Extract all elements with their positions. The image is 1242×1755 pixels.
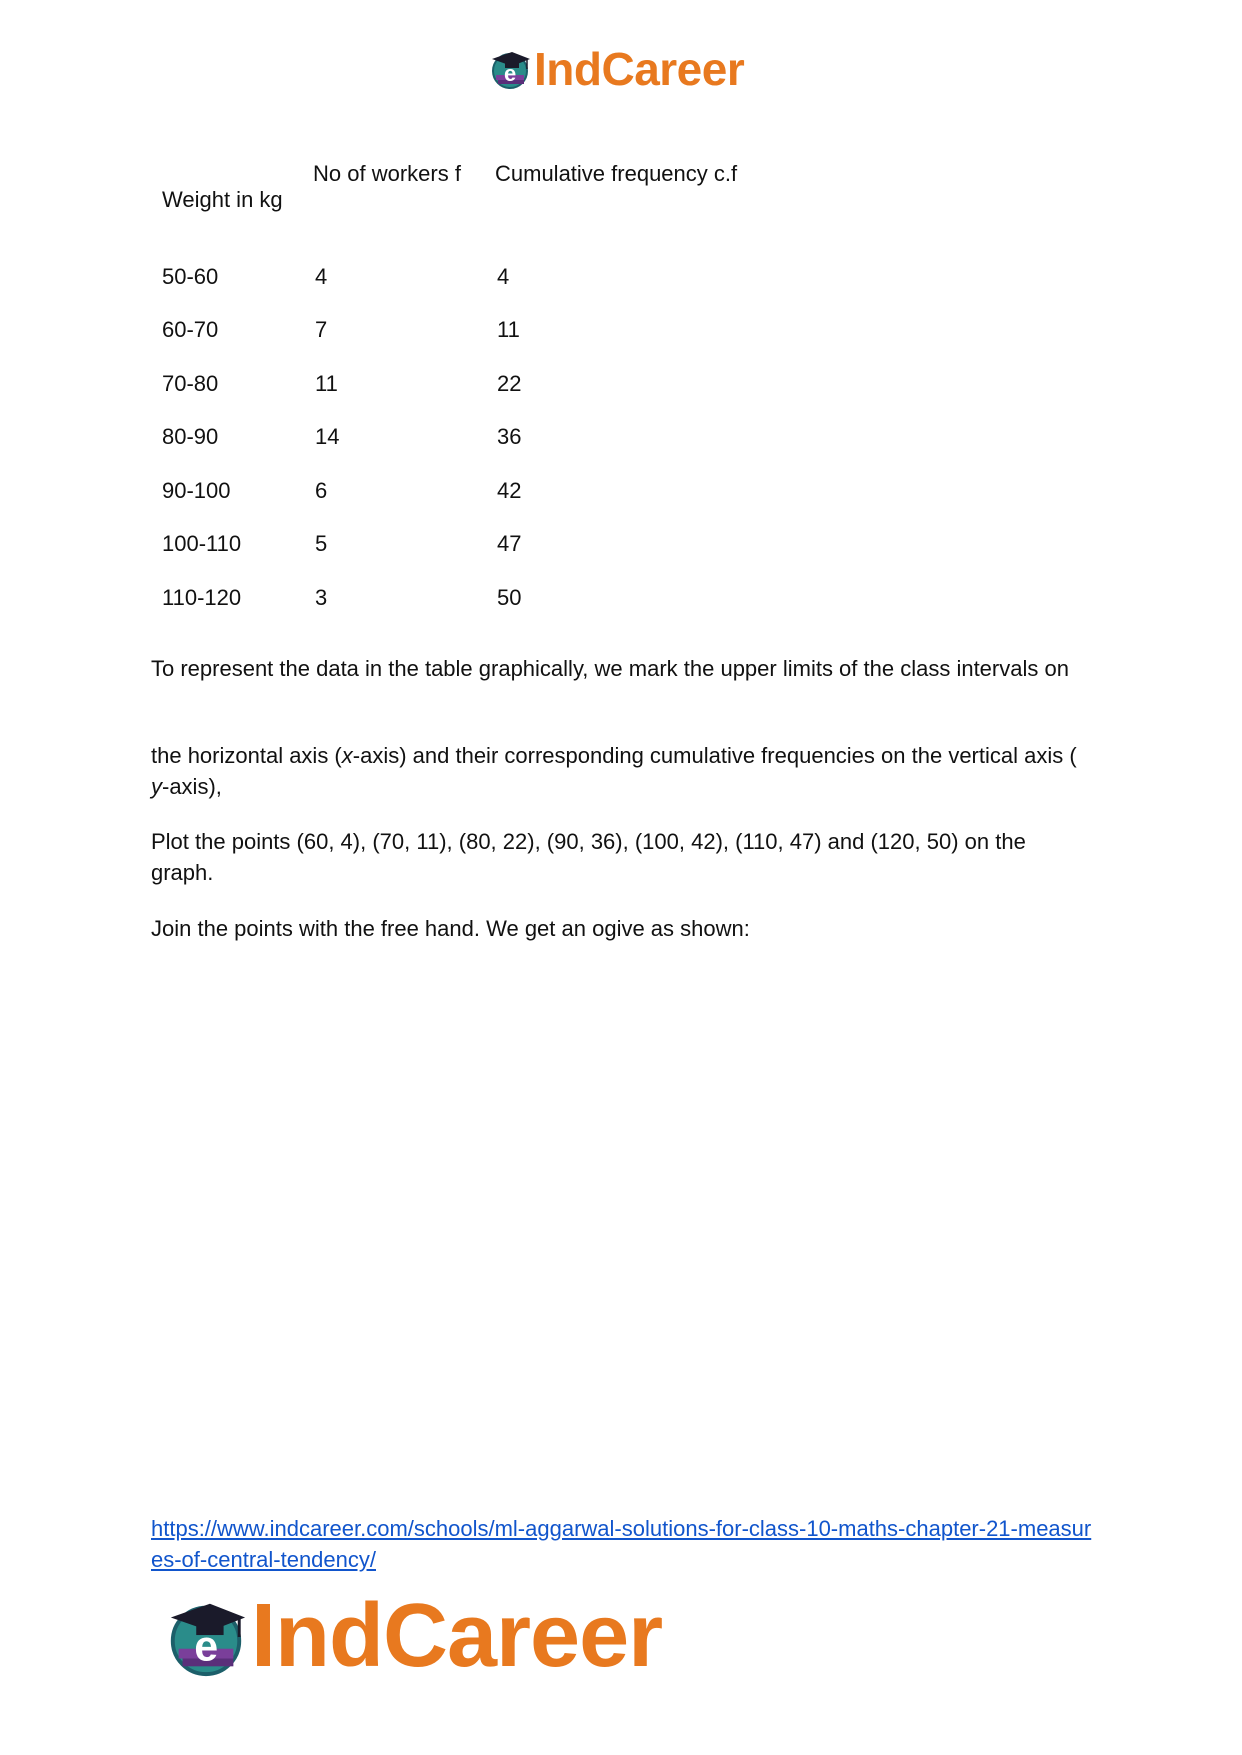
paragraph-italic: x [341, 743, 353, 768]
table-cell: 6 [315, 478, 328, 503]
paragraph-text: -axis), [162, 774, 222, 799]
paragraph-intro: To represent the data in the table graphically, we mark the upper limits of the class intervals on [151, 656, 1069, 681]
paragraph-text: the horizontal axis ( [151, 743, 342, 768]
table-cell: 4 [315, 264, 328, 289]
brand-name: IndCareer [534, 43, 745, 95]
graduation-cap-books-globe-icon [163, 1594, 249, 1680]
table-cell: 5 [315, 531, 328, 556]
svg-text:e: e [194, 1621, 219, 1670]
table-cell: 90-100 [162, 478, 231, 503]
table-cell: 80-90 [162, 424, 219, 449]
table-cell: 7 [315, 317, 328, 342]
source-link[interactable]: https://www.indcareer.com/schools/ml-aggarwal-solutions-for-class-10-maths-chapter-21-measures-of-central-tendency/ [151, 1516, 1092, 1572]
brand-name: IndCareer [251, 1586, 663, 1686]
table-cell: 4 [497, 264, 510, 289]
table-header-weight: Weight in kg [162, 187, 283, 212]
table-cell: 50-60 [162, 264, 219, 289]
table-cell: 11 [315, 371, 338, 396]
table-cell: 60-70 [162, 317, 219, 342]
table-cell: 110-120 [162, 585, 242, 610]
paragraph-plot: Plot the points (60, 4), (70, 11), (80, 22), (90, 36), (100, 42), (110, 47) and (120, 50) on the graph. [151, 829, 1026, 885]
svg-text:e: e [504, 61, 517, 86]
footer-logo [163, 1585, 662, 1688]
table-cell: 3 [315, 585, 328, 610]
table-cell: 70-80 [162, 371, 219, 396]
paragraph-italic: y [151, 774, 162, 799]
table-cell: 47 [497, 531, 522, 556]
table-cell: 100-110 [162, 531, 242, 556]
paragraph-join: Join the points with the free hand. We get an ogive as shown: [151, 916, 750, 941]
paragraph-axes [151, 740, 1091, 802]
header-logo [488, 42, 744, 96]
table-cell: 50 [497, 585, 522, 610]
table-cell: 42 [497, 478, 522, 503]
table-header-workers: No of workers f [313, 161, 461, 186]
paragraph-text: -axis) and their corresponding cumulative frequencies on the vertical axis ( [352, 743, 1077, 768]
graduation-cap-books-globe-icon [488, 47, 532, 91]
table-cell: 36 [497, 424, 522, 449]
table-cell: 22 [497, 371, 522, 396]
table-cell: 14 [315, 424, 340, 449]
table-cell: 11 [497, 317, 520, 342]
table-header-cumulative: Cumulative frequency c.f [495, 161, 738, 186]
